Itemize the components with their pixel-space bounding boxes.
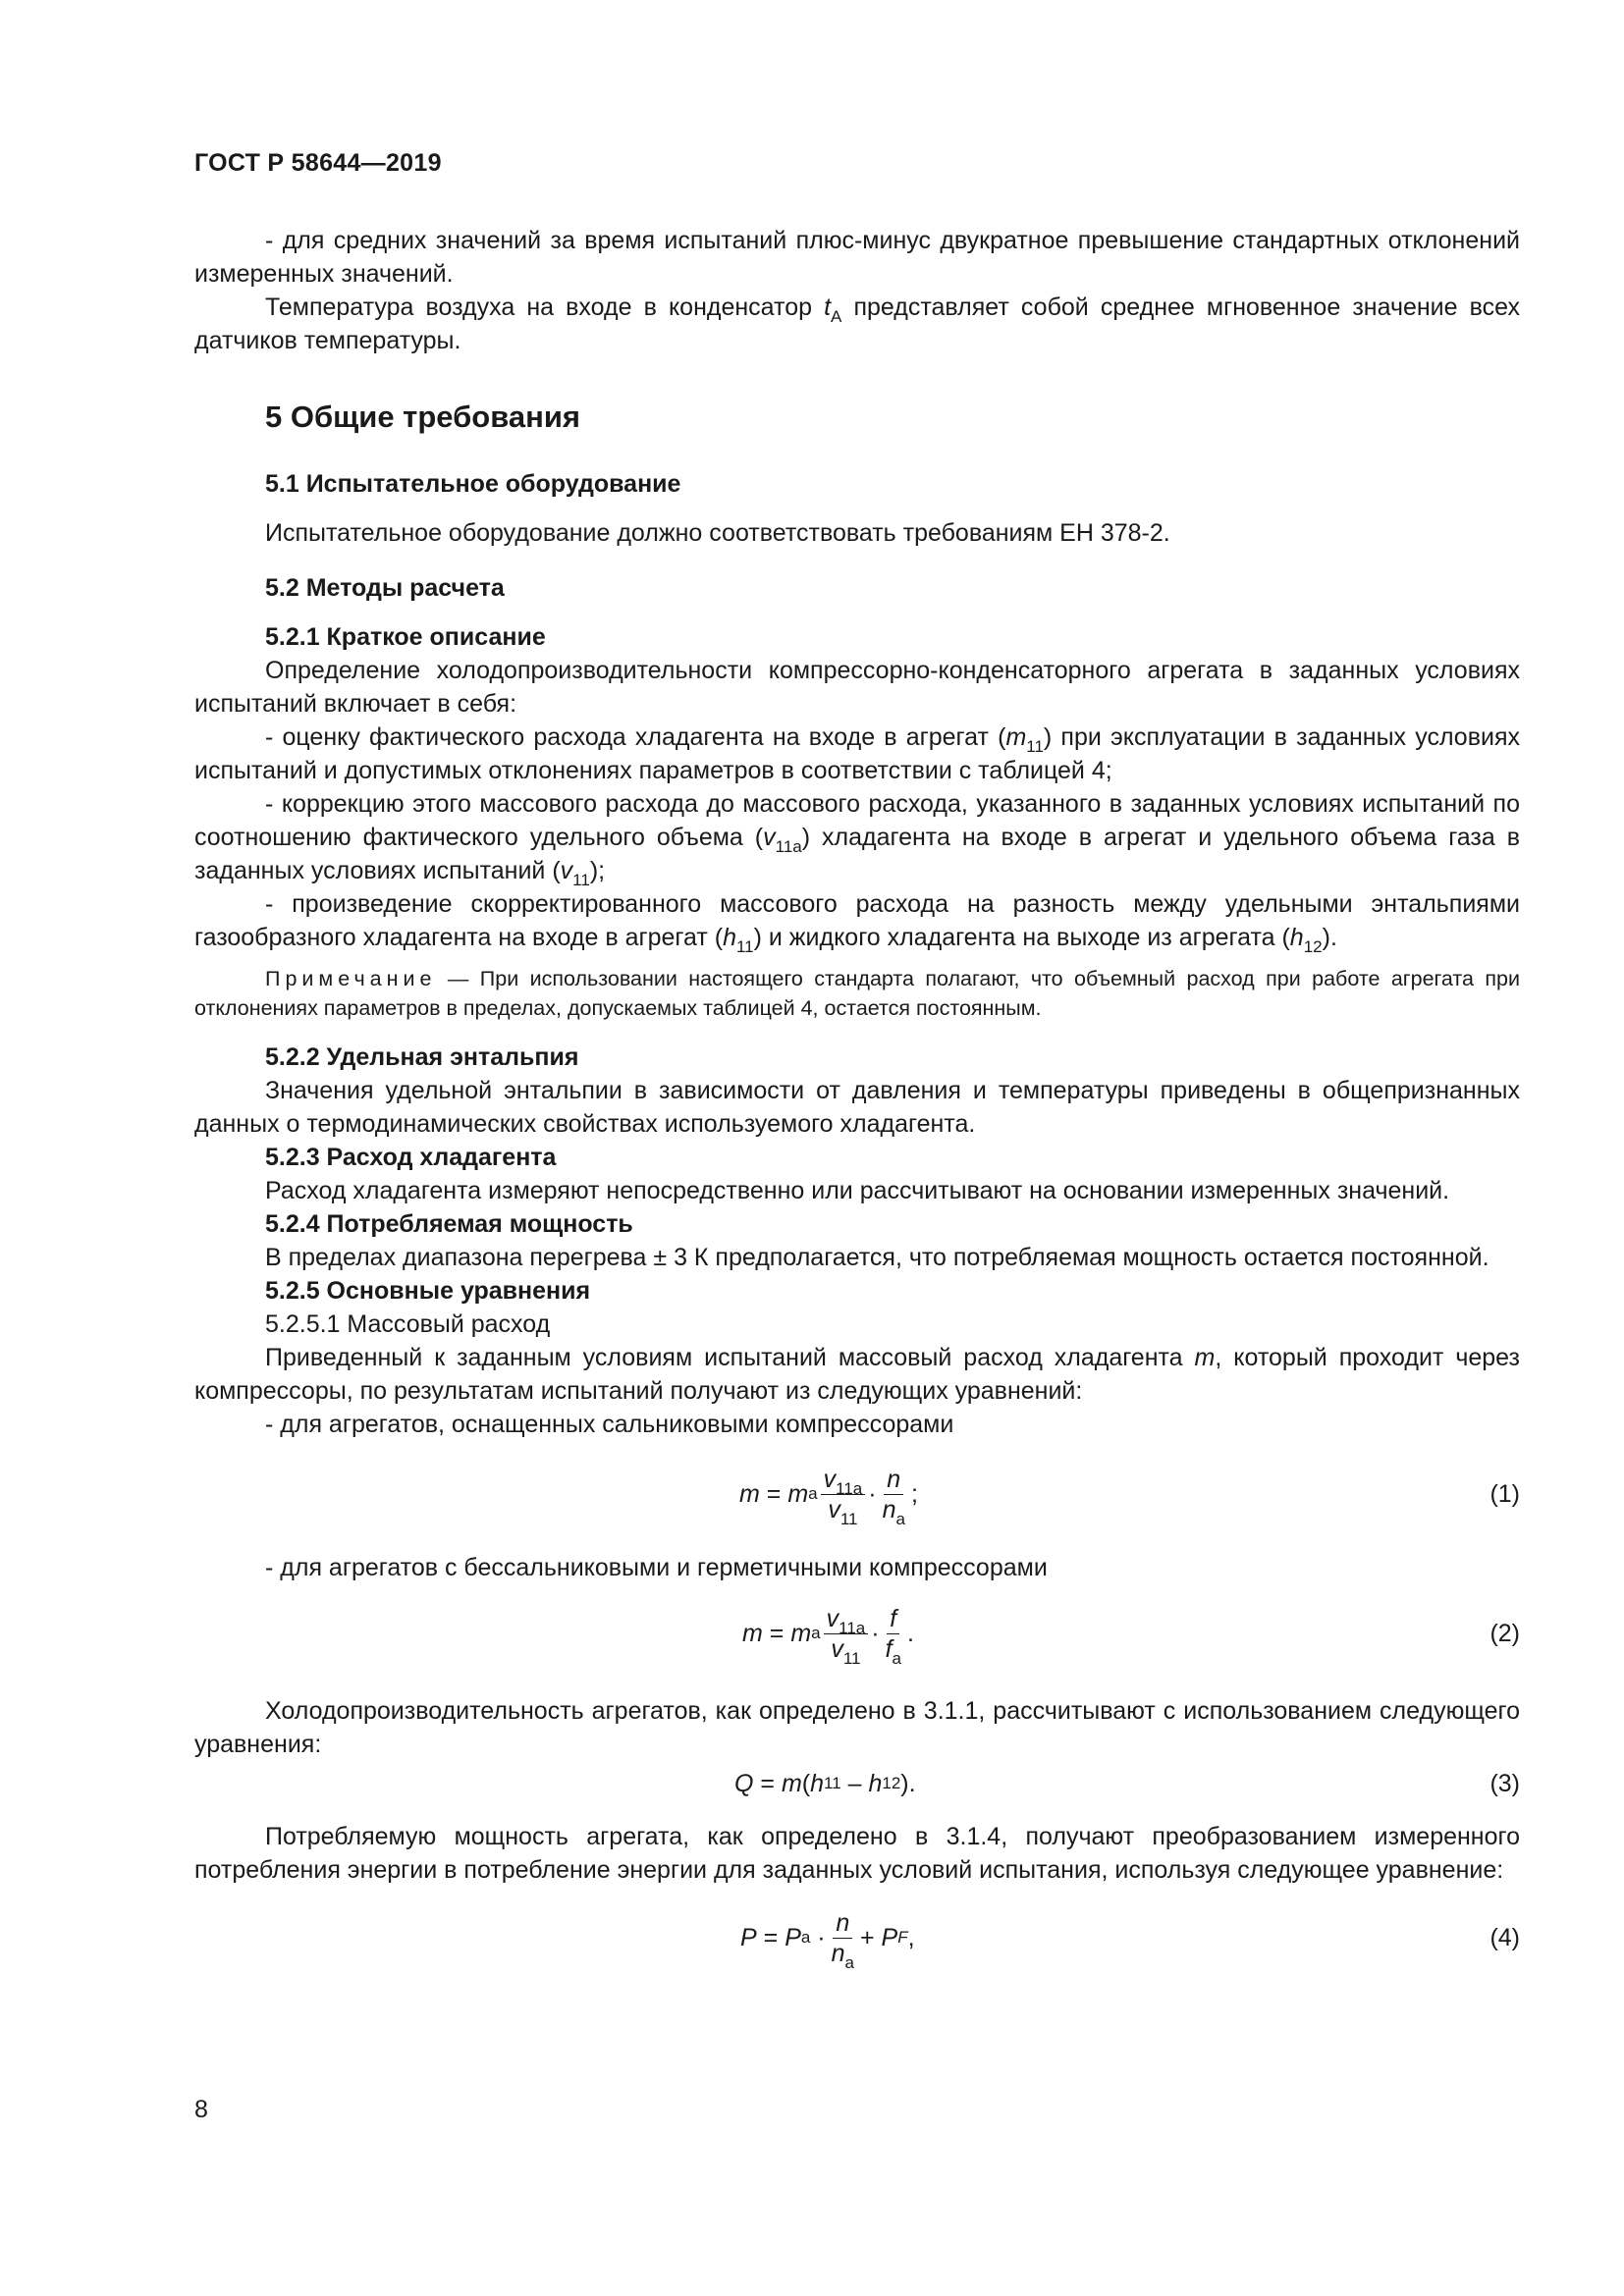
equation-4: P = P a · $\frac{n}{n_a}$ + P F , (4): [194, 1895, 1520, 1981]
section-5-1-text: Испытательное оборудование должно соответствовать требованиям ЕН 378-2.: [265, 519, 1170, 547]
section-5-2-4-title: 5.2.4 Потребляемая мощность: [265, 1210, 633, 1238]
power-paragraph: Потребляемую мощность агрегата, как определено в 3.1.4, получают преобразованием измеренного потребления энергии в потребление энергии для заданных условий испытания, используя следующее уравнение:: [194, 1823, 1520, 1884]
fraction-v: $\frac{v_{11a}}{v_{11}}$: [821, 1467, 866, 1522]
section-5-2-5-1-title: 5.2.5.1 Массовый расход: [265, 1310, 551, 1338]
page-number: 8: [194, 2096, 208, 2123]
fraction-n: $\frac{n}{n_a}$: [882, 1465, 905, 1528]
section-5-2-1-p4: - произведение скорректированного массового расхода на разность между удельными энтальпиями газообразного хладагента на входе в агрегат $(h_{11})$ и жидкого хладагента на выходе из агрегата $(h_{12})$.: [194, 890, 1520, 956]
section-5-2-5-title: 5.2.5 Основные уравнения: [265, 1277, 591, 1305]
section-5-title: 5 Общие требования: [265, 400, 580, 434]
section-5-2-1-p3: - коррекцию этого массового расхода до массового расхода, указанного в заданных условиях испытаний по соотношению фактического удельного объема $(v_{11a})$ хладагента на входе в агрегат и удельного объема газа в заданных условиях испытаний $(v_{11})$;: [194, 790, 1520, 889]
fraction-v: $\frac{v_{11a}}{v_{11}}$: [824, 1606, 869, 1662]
fraction-n: $\frac{n}{n_a}$: [831, 1908, 854, 1972]
section-5-2-4-text: В пределах диапазона перегрева ± 3 К предполагается, что потребляемая мощность остается постоянной.: [265, 1244, 1489, 1271]
fraction-f: $\frac{f}{f_a}$: [885, 1604, 901, 1668]
equation-1-number: (1): [1489, 1480, 1520, 1508]
section-5-1-title: 5.1 Испытательное оборудование: [265, 470, 681, 498]
list-item-2: - для агрегатов с бессальниковыми и герметичными компрессорами: [265, 1554, 1048, 1581]
section-5-2-3-title: 5.2.3 Расход хладагента: [265, 1144, 557, 1171]
equation-3: Q = m ( h 11 – h 12 ). (3): [194, 1761, 1520, 1806]
equation-4-number: (4): [1489, 1924, 1520, 1951]
equation-3-number: (3): [1489, 1770, 1520, 1797]
section-5-2-1-title: 5.2.1 Краткое описание: [265, 623, 546, 651]
note: Примечание — При использовании настоящего стандарта полагают, что объемный расход при работе агрегата при отклонениях параметров в пределах, допускаемых таблицей 4, остается постоянным.: [194, 967, 1520, 1020]
intro-paragraph-2: Температура воздуха на входе в конденсатор $t_A$ представляет собой среднее мгновенное значение всех датчиков температуры.: [194, 294, 1520, 354]
list-item-1: - для агрегатов, оснащенных сальниковыми компрессорами: [265, 1411, 954, 1438]
document-body: [194, 224, 1520, 1981]
section-5-2-3-text: Расход хладагента измеряют непосредственно или рассчитывают на основании измеренных значений.: [265, 1177, 1450, 1204]
section-5-2-2-text: Значения удельной энтальпии в зависимости от давления и температуры приведены в общепризнанных данных о термодинамических свойствах используемого хладагента.: [194, 1077, 1520, 1138]
section-5-2-1-p1: Определение холодопроизводительности компрессорно-конденсаторного агрегата в заданных условиях испытаний включает в себя:: [194, 657, 1520, 718]
section-5-2-5-p1: Приведенный к заданным условиям испытаний массовый расход хладагента m, который проходит через компрессоры, по результатам испытаний получают из следующих уравнений:: [194, 1344, 1520, 1405]
cooling-capacity-paragraph: Холодопроизводительность агрегатов, как определено в 3.1.1, рассчитывают с использованием следующего уравнения:: [194, 1697, 1520, 1758]
equation-1: m = m a $\frac{v_{11a}}{v_{11}}$ · $\frac{n}{n_a}$ ; (1): [194, 1451, 1520, 1537]
section-5-2-2-title: 5.2.2 Удельная энтальпия: [265, 1043, 579, 1071]
equation-2: m = m a $\frac{v_{11a}}{v_{11}}$ · $\frac{f}{f_a}$ . (2): [194, 1590, 1520, 1677]
doc-header: ГОСТ Р 58644—2019: [194, 149, 442, 177]
section-5-2-1-p2: - оценку фактического расхода хладагента на входе в агрегат $(m_{11})$ при эксплуатации в заданных условиях испытаний и допустимых отклонениях параметров в соответствии с таблицей 4;: [194, 723, 1520, 784]
equation-2-number: (2): [1489, 1620, 1520, 1647]
note-label: Примечание: [265, 967, 437, 990]
intro-paragraph-1: - для средних значений за время испытаний плюс-минус двукратное превышение стандартных отклонений измеренных значений.: [194, 227, 1520, 288]
section-5-2-title: 5.2 Методы расчета: [265, 574, 505, 602]
